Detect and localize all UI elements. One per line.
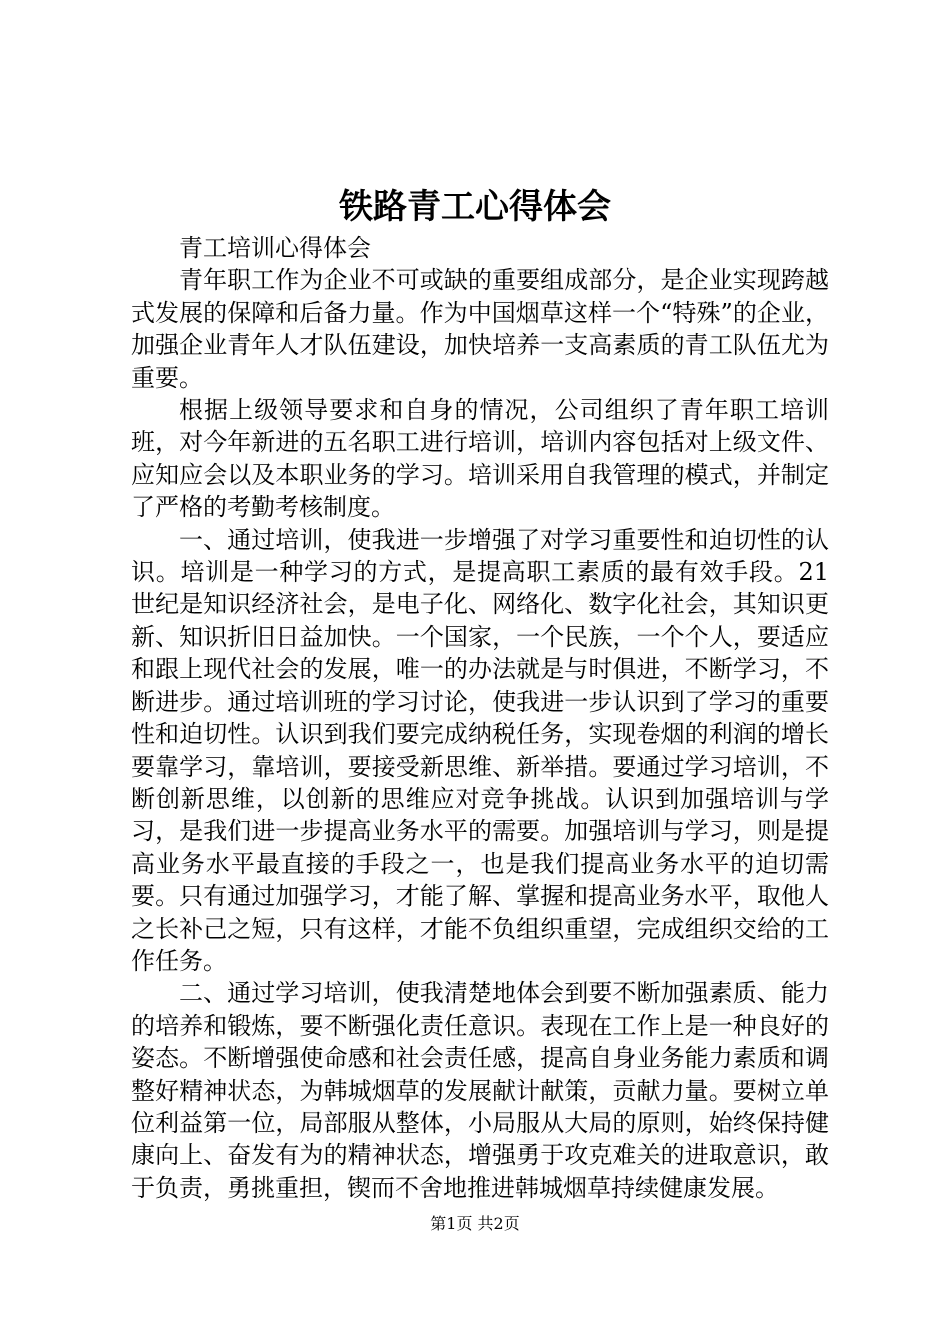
page-number-footer: 第1页 共2页 — [430, 1214, 520, 1233]
paragraph-intro: 青年职工作为企业不可或缺的重要组成部分，是企业实现跨越式发展的保障和后备力量。作为中国烟草这样一个“特殊”的企业，加强企业青年人才队伍建设，加快培养一支高素质的青工队伍尤为重要。 — [131, 266, 829, 392]
paragraph-point-one: 一、通过培训，使我进一步增强了对学习重要性和迫切性的认识。培训是一种学习的方式，是提高职工素质的最有效手段。21世纪是知识经济社会，是电子化、网络化、数字化社会，其知识更新、知识折旧日益加快。一个国家，一个民族，一个个人，要适应和跟上现代社会的发展，唯一的办法就是与时俱进，不断学习，不断进步。通过培训班的学习讨论，使我进一步认识到了学习的重要性和迫切性。认识到我们要完成纳税任务，实现卷烟的利润的增长要靠学习，靠培训，要接受新思维、新举措。要通过学习培训，不断创新思维，以创新的思维应对竞争挑战。认识到加强培训与学习，是我们进一步提高业务水平的需要。加强培训与学习，则是提高业务水平最直接的手段之一，也是我们提高业务水平的迫切需要。只有通过加强学习，才能了解、掌握和提高业务水平，取他人之长补己之短，只有这样，才能不负组织重望，完成组织交给的工作任务。 — [131, 525, 829, 975]
paragraph-background: 根据上级领导要求和自身的情况，公司组织了青年职工培训班，对今年新进的五名职工进行培训，培训内容包括对上级文件、应知应会以及本职业务的学习。培训采用自我管理的模式，并制定了严格的考勤考核制度。 — [131, 396, 829, 522]
paragraph-point-two: 二、通过学习培训，使我清楚地体会到要不断加强素质、能力的培养和锻炼，要不断强化责任意识。表现在工作上是一种良好的姿态。不断增强使命感和社会责任感，提高自身业务能力素质和调整好精神状态，为韩城烟草的发展献计献策，贡献力量。要树立单位利益第一位，局部服从整体，小局服从大局的原则，始终保持健康向上、奋发有为的精神状态，增强勇于攻克难关的进取意识，敢于负责，勇挑重担，锲而不舍地推进韩城烟草持续健康发展。 — [131, 979, 829, 1202]
document-title: 铁路青工心得体会 — [339, 187, 611, 227]
document-body — [131, 232, 829, 1204]
paragraph-subtitle: 青工培训心得体会 — [179, 234, 371, 262]
